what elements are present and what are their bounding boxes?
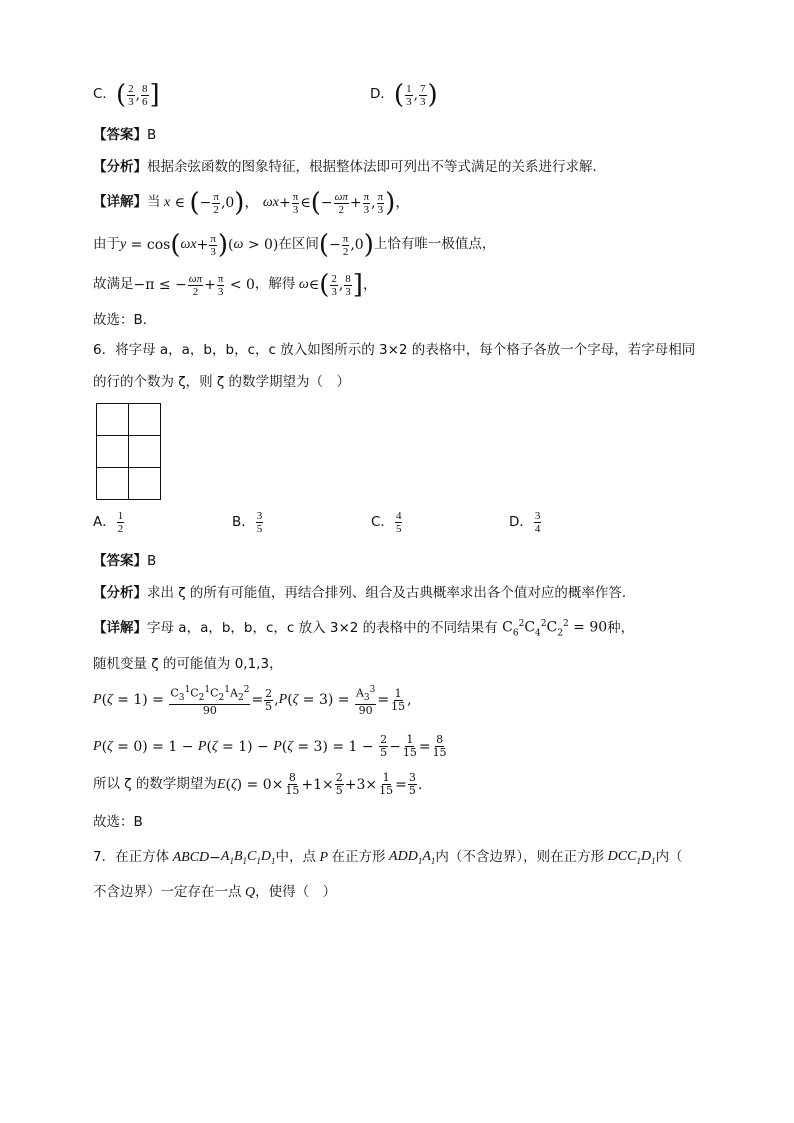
q6-option-d: D． $\frac{3}{4}$ bbox=[509, 510, 541, 535]
grid-cell bbox=[129, 436, 161, 468]
q5-detail-line1: 【详解】 当 x ∈ ( − $\frac{\pi}{2}$ ,0 ) ， ωx + $\frac{\pi}{3}$ ∈ ( − $\frac{\omega\pi}{2}$ + $\frac{\pi}{3}$ , $\frac{\pi}{3}$ ) ， bbox=[93, 188, 410, 218]
grid-cell bbox=[97, 468, 129, 500]
q5-detail-line2: 由于 y = cos ( ωx + $\frac{\pi}{3}$ ) ( ω > 0) 在区间 ( − $\frac{\pi}{2}$ ,0 ) 上恰有唯一极值点， bbox=[93, 230, 496, 260]
grid-cell bbox=[97, 436, 129, 468]
option-d: D． ( $\frac{1}{3}$ , $\frac{7}{3}$ ) bbox=[370, 80, 438, 110]
q7-stem-line2: 不含边界）一定存在一点 Q ，使得（ ） bbox=[93, 884, 337, 901]
q5-analysis: 【分析】根据余弦函数的图象特征，根据整体法即可列出不等式满足的关系进行求解． bbox=[93, 159, 606, 175]
q6-option-c: C． $\frac{4}{5}$ bbox=[371, 510, 402, 535]
q5-detail-line3: 故满足 −π ≤ − $\frac{\omega\pi}{2}$ + $\frac{\pi}{3}$ < 0 ，解得 ω ∈ ( $\frac{2}{3}$ , $\frac{8}{3}$ ] ， bbox=[93, 270, 377, 300]
q5-answer: 【答案】B bbox=[93, 127, 157, 143]
q6-final: 故选：B bbox=[93, 814, 143, 830]
q6-detail-line3: P ( ζ = 1) = $\frac{C_3^1C_2^1C_2^1A_2^2}{90}$ = $\frac{2}{5}$ , P ( ζ = 3) = $\frac{A_3^3}{90}$ = $\frac{1}{15}$ , bbox=[93, 685, 412, 717]
q6-answer: 【答案】B bbox=[93, 553, 157, 569]
grid-cell bbox=[129, 468, 161, 500]
grid-cell bbox=[97, 404, 129, 436]
q6-stem-line2: 的行的个数为 ζ，则 ζ 的数学期望为（ ） bbox=[93, 374, 351, 390]
q6-detail-line2: 随机变量 ζ 的可能值为 0,1,3， bbox=[93, 656, 283, 672]
q6-option-b: B． $\frac{3}{5}$ bbox=[232, 510, 263, 535]
q6-detail-line1: 【详解】 字母 a，a，b，b，c，c 放入 3×2 的表格中的不同结果有 $C_6^2C_4^2C_2^2 = 90$ 种， bbox=[93, 619, 635, 639]
q6-detail-line4: P ( ζ = 0) = 1 − P ( ζ = 1) − P ( ζ = 3) = 1 − $\frac{2}{5}$ − $\frac{1}{15}$ = $\frac{8}{15}$ bbox=[93, 733, 447, 759]
q6-option-a: A． $\frac{1}{2}$ bbox=[93, 510, 124, 535]
q6-stem-line1: 6．将字母 a，a，b，b，c，c 放入如图所示的 3×2 的表格中，每个格子各放一个字母，若字母相同 bbox=[93, 342, 696, 358]
q6-analysis: 【分析】求出 ζ 的所有可能值，再结合排列、组合及古典概率求出各个值对应的概率作答． bbox=[93, 585, 636, 601]
q6-grid-figure bbox=[96, 403, 161, 500]
q5-final: 故选：B． bbox=[93, 312, 157, 328]
option-c: C． ( $\frac{2}{3}$ , $\frac{8}{6}$ ] bbox=[93, 80, 160, 110]
q6-detail-line5: 所以 ζ 的数学期望为 E ( ζ ) = 0× $\frac{8}{15}$ +1× $\frac{2}{5}$ +3× $\frac{1}{15}$ = $\frac{3}{5}$ . bbox=[93, 771, 423, 797]
q7-stem-line1: 7．在正方体 ABCD − $A_1B_1C_1D_1$ 中，点 P 在正方形 $ADD_1A_1$ 内（不含边界），则在正方形 $DCC_1D_1$ 内（ bbox=[93, 849, 683, 866]
grid-cell bbox=[129, 404, 161, 436]
